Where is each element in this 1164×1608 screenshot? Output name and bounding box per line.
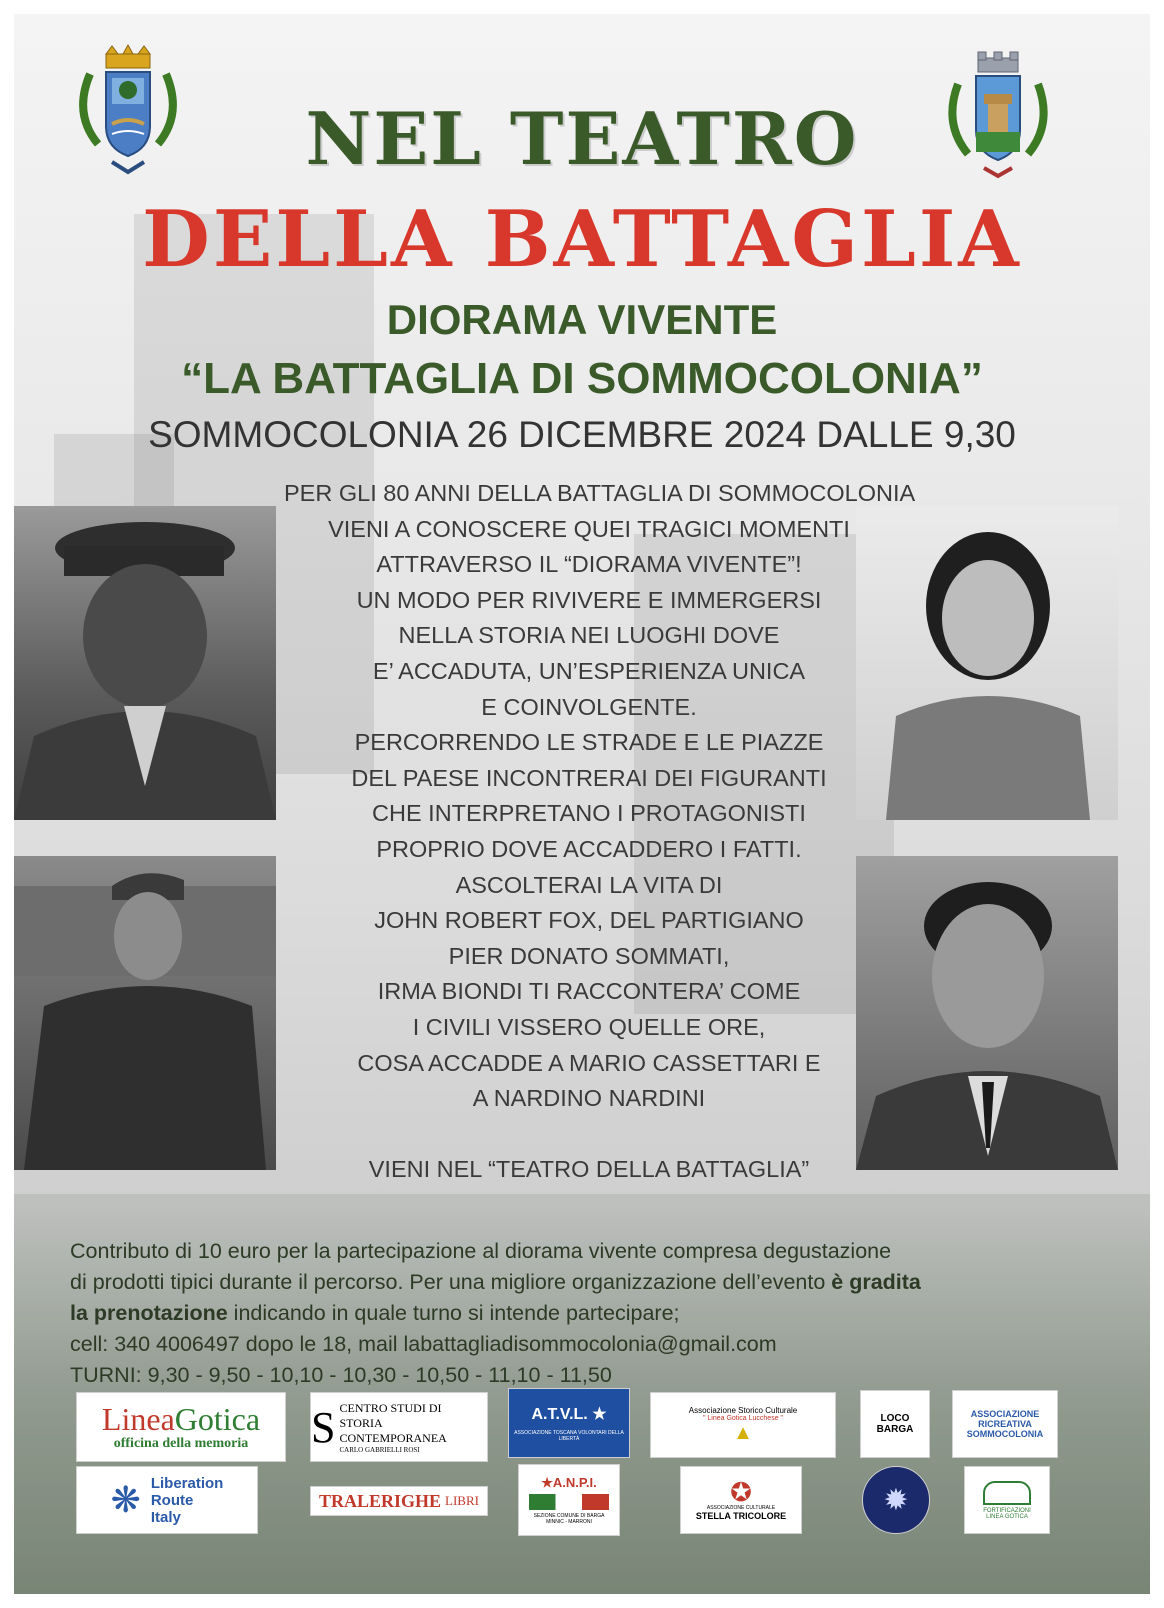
body-line: DEL PAESE INCONTRERAI DEI FIGURANTI <box>351 764 827 791</box>
logo-text: RICREATIVA <box>978 1419 1032 1429</box>
date-line: SOMMOCOLONIA 26 DICEMBRE 2024 DALLE 9,30 <box>148 414 1016 455</box>
logo-subtext: " Linea Gotica Lucchese " <box>702 1414 784 1422</box>
body-line: PER GLI 80 ANNI DELLA BATTAGLIA DI SOMMOCOLONIA <box>284 480 916 506</box>
logo-text: TRALERIGHE <box>319 1490 442 1511</box>
body-line: E’ ACCADUTA, UN’ESPERIENZA UNICA <box>372 657 806 684</box>
body-line: E COINVOLGENTE. <box>481 693 697 720</box>
logo-text: LOCO BARGA <box>876 1413 914 1435</box>
body-line: IRMA BIONDI TI RACCONTERA’ COME <box>377 978 801 1005</box>
info-text: indicando in quale turno si intende partecipare; <box>227 1301 680 1325</box>
logo-subtext: officina della memoria <box>113 1436 249 1451</box>
info-text: di prodotti tipici durante il percorso. Per una migliore organizzazione dell’evento <box>70 1270 832 1294</box>
logo-text: STORIA CONTEMPORANEA <box>339 1415 447 1445</box>
logo-text: Gotica <box>174 1401 261 1437</box>
liberation-swirl-icon: ❋ <box>110 1479 141 1520</box>
subtitle-battle: “LA BATTAGLIA DI SOMMOCOLONIA” <box>181 354 983 403</box>
logo-tralerighe <box>310 1486 488 1516</box>
body-text <box>284 476 916 1188</box>
info-line-products <box>70 1267 1110 1298</box>
body-line: NELLA STORIA NEI LUOGHI DOVE <box>398 622 780 649</box>
logo-text: STELLA TRICOLORE <box>695 1511 787 1521</box>
young-man-silhouette-icon <box>856 856 1118 1170</box>
warning-icon: ▲ <box>733 1421 753 1444</box>
info-bold-text: la prenotazione <box>70 1301 228 1325</box>
logo-text: Route <box>150 1491 194 1509</box>
info-line-contribution: Contributo di 10 euro per la partecipazione al diorama vivente compresa degustazione <box>70 1239 892 1263</box>
logo-subtext: ASSOCIAZIONE CULTURALE <box>706 1505 776 1511</box>
body-line: A NARDINO NARDINI <box>472 1085 706 1112</box>
body-line: COSA ACCADDE A MARIO CASSETTARI E <box>357 1049 821 1076</box>
logo-text: ★A.N.P.I. <box>541 1475 597 1490</box>
event-poster <box>14 14 1150 1594</box>
logo-subtext: MINNIC - MARRONI <box>546 1519 592 1525</box>
logo-pro-loco-barga <box>860 1390 930 1458</box>
logo-liberation-route <box>76 1466 258 1534</box>
body-line: ATTRAVERSO IL “DIORAMA VIVENTE”! <box>376 551 802 578</box>
logo-text: ASSOCIAZIONE <box>970 1409 1040 1419</box>
photo-woman-portrait <box>856 506 1118 820</box>
body-line: PIER DONATO SOMMATI, <box>448 942 730 969</box>
info-line-contacts: cell: 340 4006497 dopo le 18, mail labattagliadisommocolonia@gmail.com <box>70 1332 777 1356</box>
emblem-icon: ✹ <box>883 1483 909 1517</box>
photo-young-man-portrait <box>856 856 1118 1170</box>
body-line: JOHN ROBERT FOX, DEL PARTIGIANO <box>374 907 804 934</box>
logo-emblem-round <box>862 1466 930 1534</box>
info-line-booking <box>70 1298 1110 1329</box>
woman-silhouette-icon <box>856 506 1118 820</box>
logo-text: SOMMOCOLONIA <box>966 1429 1044 1439</box>
anpi-flag-icon <box>529 1494 609 1510</box>
logo-stella-tricolore <box>680 1466 802 1534</box>
logo-storica-culturale <box>650 1392 836 1458</box>
logo-text: A.T.V.L. ★ <box>531 1406 607 1423</box>
logo-text: Linea <box>101 1401 175 1437</box>
body-line-spacer <box>284 1117 894 1153</box>
photo-officer-portrait <box>14 506 276 820</box>
officer-silhouette-icon <box>14 506 276 820</box>
photo-soldier <box>14 856 276 1170</box>
soldier-silhouette-icon <box>14 856 276 1170</box>
logo-centro-studi: S CENTRO STUDI DI STORIA CONTEMPORANEA CARLO GABRIELLI ROSI <box>310 1392 488 1462</box>
body-line: VIENI A CONOSCERE QUEI TRAGICI MOMENTI <box>328 515 850 542</box>
logo-subtext: ASSOCIAZIONE TOSCANA VOLONTARI DELLA LIBERTÀ <box>514 1430 624 1442</box>
info-bold-text: è gradita <box>831 1270 921 1294</box>
info-line-shifts: TURNI: 9,30 - 9,50 - 10,10 - 10,30 - 10,50 - 11,10 - 11,50 <box>70 1363 612 1387</box>
logo-subtext: LIBRI <box>445 1493 479 1508</box>
body-line: UN MODO PER RIVIVERE E IMMERGERSI <box>356 586 822 613</box>
title-line-1: NEL TEATRO <box>305 96 859 181</box>
body-line: I CIVILI VISSERO QUELLE ORE, <box>412 1013 766 1040</box>
logo-subtext: FORTIFICAZIONI <box>983 1507 1031 1514</box>
body-line: PERCORRENDO LE STRADE E LE PIAZZE <box>354 729 824 756</box>
subtitle-diorama: DIORAMA VIVENTE <box>386 296 778 343</box>
logo-anpi <box>518 1464 620 1536</box>
logo-fortificazioni <box>964 1466 1050 1534</box>
star-icon: ✪ <box>730 1477 752 1507</box>
logo-linea-gotica <box>76 1392 286 1462</box>
logo-text: Liberation <box>150 1474 224 1492</box>
body-line: ASCOLTERAI LA VITA DI <box>455 871 723 898</box>
logo-text: CENTRO STUDI DI <box>339 1400 442 1415</box>
logo-text: Associazione Storico Culturale <box>688 1405 798 1415</box>
logo-subtext: CARLO GABRIELLI ROSI <box>339 1445 420 1454</box>
body-line-closing: VIENI NEL “TEATRO DELLA BATTAGLIA” <box>368 1156 810 1183</box>
logo-text: Italy <box>150 1508 181 1526</box>
body-line: PROPRIO DOVE ACCADDERO I FATTI. <box>376 835 802 862</box>
logo-subtext: LINEA GOTICA <box>986 1513 1028 1520</box>
bunker-icon <box>983 1481 1031 1505</box>
logo-ricreativa <box>952 1390 1058 1458</box>
logo-subtext: SEZIONE COMUNE DI BARGA <box>533 1513 605 1519</box>
title-line-2: DELLA BATTAGLIA <box>142 194 1022 285</box>
info-block <box>70 1236 1110 1391</box>
logo-atvl <box>508 1388 630 1458</box>
body-line: CHE INTERPRETANO I PROTAGONISTI <box>372 800 806 827</box>
